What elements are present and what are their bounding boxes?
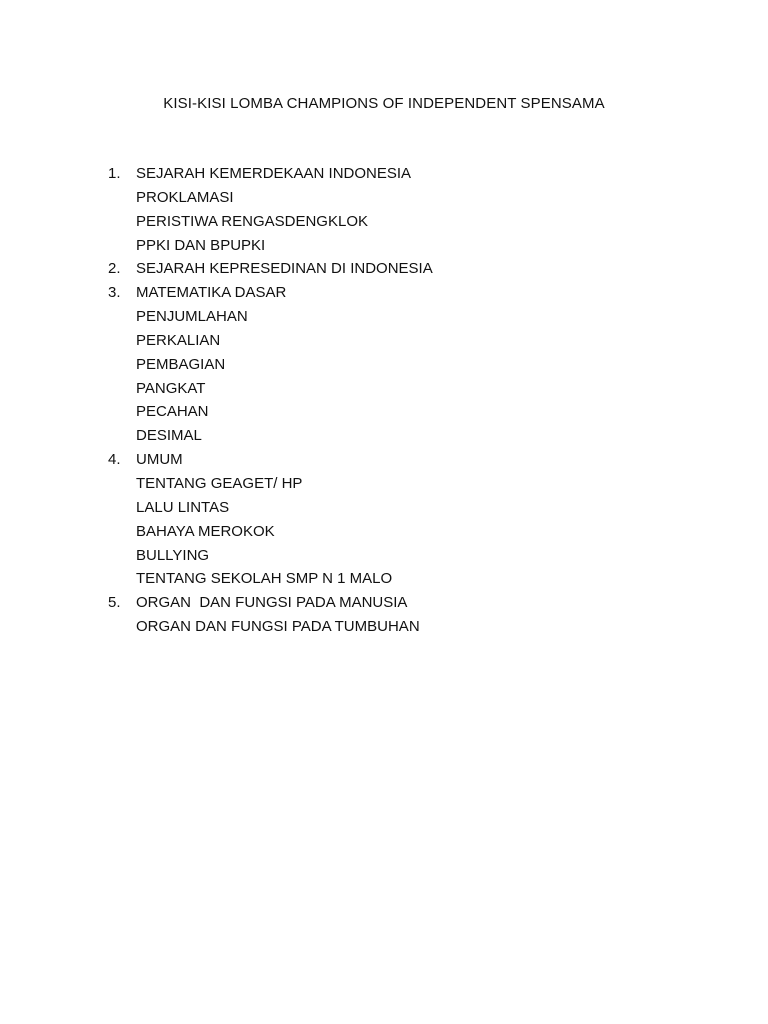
topic-row [108, 448, 728, 472]
subtopic-list [108, 186, 728, 258]
topic-label: SEJARAH KEMERDEKAAN INDONESIA [136, 165, 412, 182]
subtopic-item: PECAHAN [136, 403, 209, 421]
topic-list [108, 162, 728, 639]
topic-item [108, 162, 728, 257]
topic-number: 3. [108, 284, 121, 302]
subtopic-list [108, 305, 728, 448]
topic-label: MATEMATIKA DASAR [136, 284, 287, 302]
subtopic-item: BULLYING [136, 546, 210, 564]
topic-row [108, 591, 728, 615]
topic-number: 2. [108, 260, 121, 278]
subtopic-list [108, 615, 728, 639]
topic-row [108, 257, 728, 281]
topic-number: 1. [108, 165, 121, 182]
topic-label: ORGAN DAN FUNGSI PADA MANUSIA [136, 594, 408, 612]
subtopic-item: LALU LINTAS [136, 498, 230, 516]
topic-number: 4. [108, 451, 121, 469]
topic-item [108, 257, 728, 281]
subtopic-list [108, 472, 728, 591]
topic-item [108, 591, 728, 639]
topic-row [108, 281, 728, 305]
subtopic-item: PERISTIWA RENGASDENGKLOK [136, 212, 368, 230]
document-title: KISI-KISI LOMBA CHAMPIONS OF INDEPENDENT SPENSAMA [163, 95, 605, 112]
topic-item [108, 448, 728, 591]
topic-item [108, 281, 728, 448]
subtopic-item: BAHAYA MEROKOK [136, 522, 275, 540]
subtopic-item: PANGKAT [136, 379, 206, 397]
subtopic-item: PPKI DAN BPUPKI [136, 236, 266, 254]
subtopic-item: PROKLAMASI [136, 188, 234, 206]
topic-row [108, 162, 728, 186]
topic-label: UMUM [136, 451, 183, 469]
topic-number: 5. [108, 594, 121, 612]
subtopic-item: DESIMAL [136, 427, 202, 445]
subtopic-item: TENTANG SEKOLAH SMP N 1 MALO [136, 570, 393, 588]
subtopic-item: TENTANG GEAGET/ HP [136, 474, 303, 492]
subtopic-item: ORGAN DAN FUNGSI PADA TUMBUHAN [136, 618, 420, 636]
subtopic-item: PERKALIAN [136, 331, 221, 349]
subtopic-item: PEMBAGIAN [136, 355, 226, 373]
subtopic-item: PENJUMLAHAN [136, 308, 248, 326]
topic-label: SEJARAH KEPRESEDINAN DI INDONESIA [136, 260, 433, 278]
